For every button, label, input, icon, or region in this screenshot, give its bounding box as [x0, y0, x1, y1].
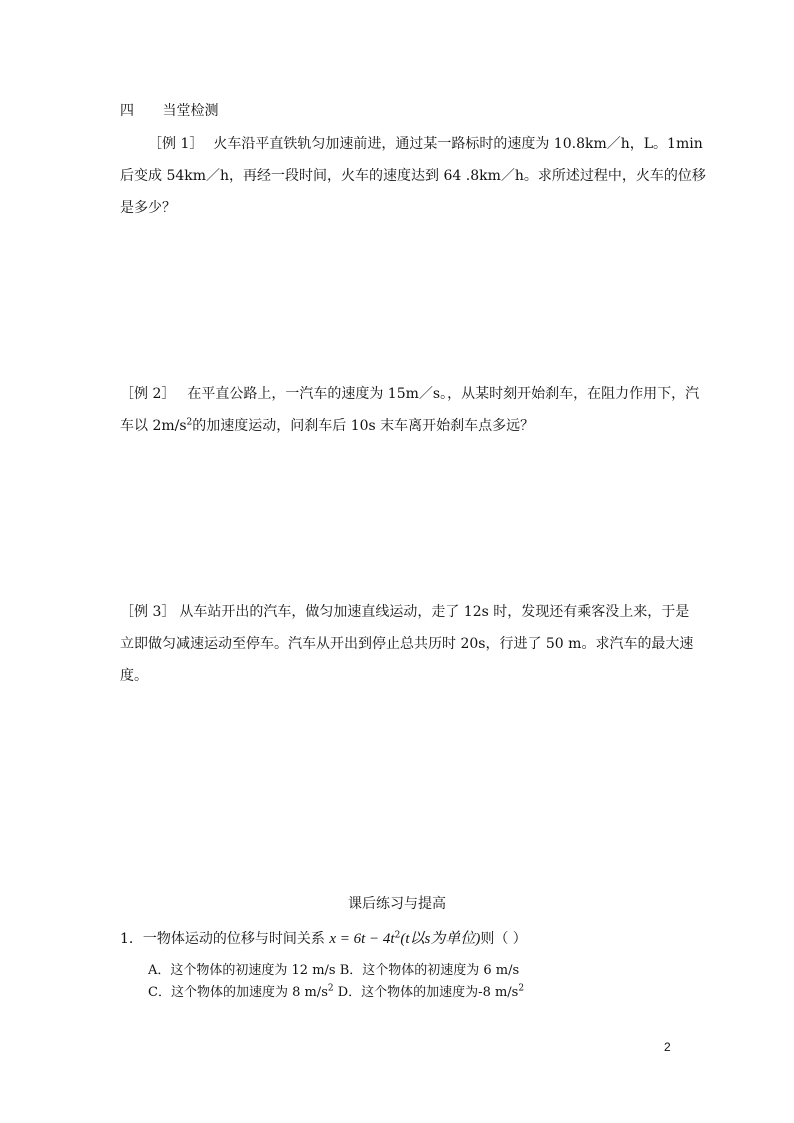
section-title: 当堂检测 — [162, 103, 219, 119]
option-c-exponent: 2 — [327, 983, 334, 994]
question-1-options-row-2 — [148, 983, 524, 1003]
option-a: A．这个物体的初速度为 12 m/s — [148, 963, 336, 978]
example-3-line-2 — [120, 634, 694, 654]
example-2-text-1: 在平直公路上，一汽车的速度为 15m／s。，从某时刻开始刹车，在阻力作用下，汽 — [187, 386, 700, 402]
example-2-line-2 — [120, 416, 534, 436]
example-1-line-2 — [120, 166, 706, 186]
example-1-line-1 — [148, 134, 703, 154]
example-1-line-3 — [120, 198, 176, 218]
question-1 — [120, 929, 527, 949]
example-1-text-3: 是多少？ — [120, 200, 176, 216]
example-3-line-1 — [120, 602, 690, 622]
question-1-formula-exponent: 2 — [394, 930, 401, 941]
question-1-formula-unit: (t以s为单位) — [400, 931, 481, 947]
example-2-line-1 — [120, 384, 700, 404]
example-2-text-2-post: 的加速度运动，问刹车后 10s 末车离开始刹车点多远？ — [192, 418, 535, 434]
option-d-exponent: 2 — [518, 983, 525, 994]
practice-title: 课后练习与提高 — [348, 896, 446, 912]
question-1-prefix: 1．一物体运动的位移与时间关系 — [120, 931, 330, 947]
example-2-label: ［例 2］ — [120, 386, 176, 402]
example-3-text-3: 度。 — [120, 668, 148, 684]
option-b: B．这个物体的初速度为 6 m/s — [339, 963, 520, 978]
example-2-text-2-pre: 车以 2m/s — [120, 418, 187, 434]
example-3-text-2: 立即做匀减速运动至停车。汽车从开出到停止总共历时 20s，行进了 50 m。求汽车的最大速 — [120, 636, 694, 652]
section-number: 四 — [120, 103, 134, 119]
example-3-label: ［例 3］ — [120, 604, 176, 620]
example-1-text-1: 火车沿平直铁轨匀加速前进，通过某一路标时的速度为 10.8km／h，L。1min — [213, 136, 703, 152]
example-3-text-1: 从车站开出的汽车，做匀加速直线运动，走了 12s 时，发现还有乘客没上来，于是 — [179, 604, 690, 620]
section-heading — [120, 101, 218, 121]
example-1-text-2: 后变成 54km／h，再经一段时间，火车的速度达到 64 .8km／h。求所述过程中，火车的位移 — [120, 168, 706, 184]
question-1-options-row-1 — [148, 961, 519, 981]
option-d: D．这个物体的加速度为-8 m/s — [337, 985, 519, 1000]
example-2-exponent: 2 — [186, 417, 193, 428]
example-1-label: ［例 1］ — [148, 136, 204, 152]
question-1-suffix: 则（ ） — [480, 931, 527, 947]
example-3-line-3 — [120, 666, 148, 686]
page-number: 2 — [664, 1040, 671, 1054]
option-c: C．这个物体的加速度为 8 m/s — [148, 985, 328, 1000]
question-1-formula: x = 6t − 4t — [329, 931, 395, 947]
